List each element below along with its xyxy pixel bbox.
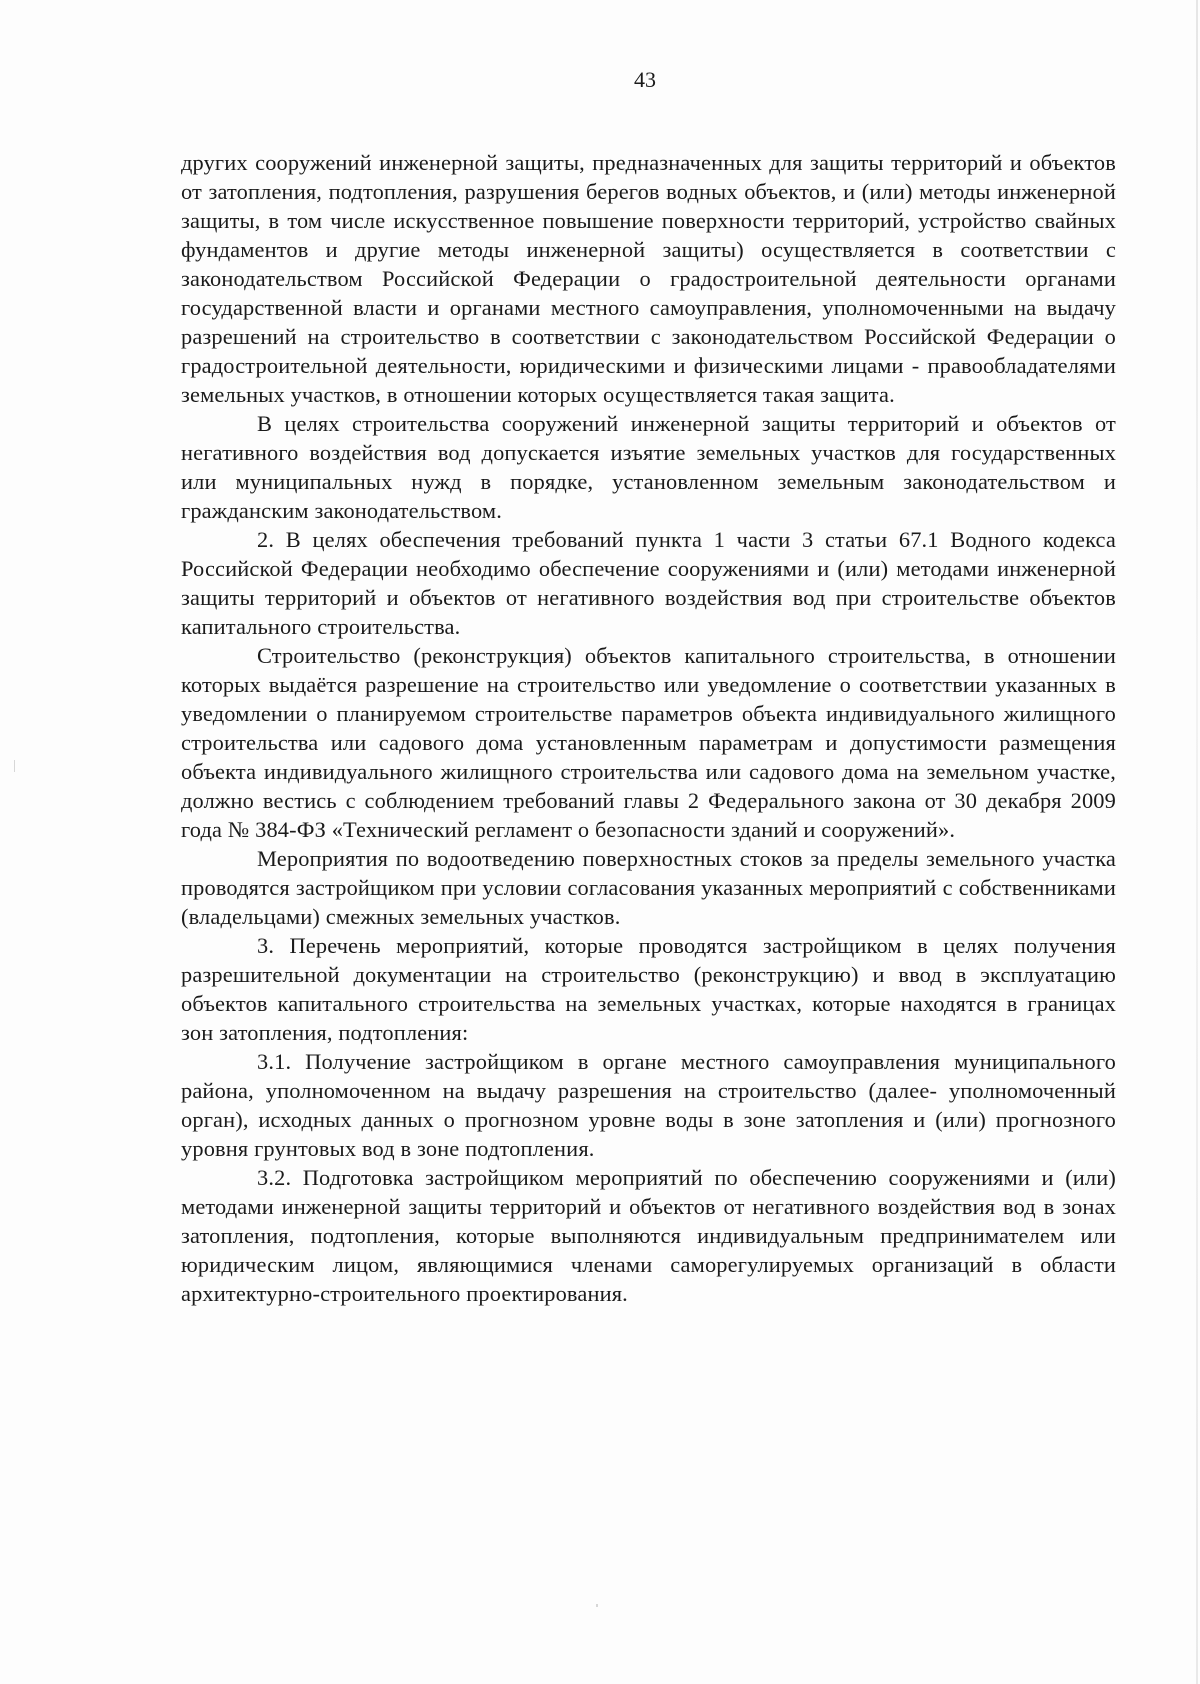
paragraph-item-3: 3. Перечень мероприятий, которые проводятся застройщиком в целях получения разрешительной документации на строительство (реконструкцию) и ввод в эксплуатацию объектов капитального строительства на земельных участках, которые находятся в границах зон затопления, подтопления: <box>181 933 1116 1045</box>
paragraph-item-2: 2. В целях обеспечения требований пункта 1 части 3 статьи 67.1 Водного кодекса Российской Федерации необходимо обеспечение сооружениями и (или) методами инженерной защиты территорий и объектов от негативного воздействия вод при строительстве объектов капитального строительства. <box>181 527 1116 639</box>
paragraph-item-3-1: 3.1. Получение застройщиком в органе местного самоуправления муниципального района, уполномоченном на выдачу разрешения на строительство (далее- уполномоченный орган), исходных данных о прогнозном уровне воды в зоне затопления и (или) прогнозного уровня грунтовых вод в зоне подтопления. <box>181 1049 1116 1161</box>
paragraph-item-3-2: 3.2. Подготовка застройщиком мероприятий по обеспечению сооружениями и (или) методами инженерной защиты территорий и объектов от негативного воздействия вод в зонах затопления, подтопления, которые выполняются индивидуальным предпринимателем или юридическим лицом, являющимися членами саморегулируемых организаций в области архитектурно-строительного проектирования. <box>181 1165 1116 1306</box>
paragraph: Строительство (реконструкция) объектов капитального строительства, в отношении которых выдаётся разрешение на строительство или уведомление о соответствии указанных в уведомлении о планируемом строительстве параметров объекта индивидуального жилищного строительства или садового дома установленным параметрам и допустимости размещения объекта индивидуального жилищного строительства или садового дома на земельном участке, должно вестись с соблюдением требований главы 2 Федерального закона от 30 декабря 2009 года № 384-ФЗ «Технический регламент о безопасности зданий и сооружений». <box>181 643 1116 842</box>
scan-edge-shadow <box>1196 0 1198 1684</box>
paragraph: Мероприятия по водоотведению поверхностных стоков за пределы земельного участка проводятся застройщиком при условии согласования указанных мероприятий с собственниками (владельцами) смежных земельных участков. <box>181 846 1116 929</box>
scan-speck <box>596 1604 598 1607</box>
page-number: 43 <box>634 67 656 92</box>
paragraph: В целях строительства сооружений инженерной защиты территорий и объектов от негативного воздействия вод допускается изъятие земельных участков для государственных или муниципальных нужд в порядке, установленном земельным законодательством и гражданским законодательством. <box>181 411 1116 523</box>
paragraph-continuation: других сооружений инженерной защиты, предназначенных для защиты территорий и объектов от затопления, подтопления, разрушения берегов водных объектов, и (или) методы инженерной защиты, в том числе искусственное повышение поверхности территорий, устройство свайных фундаментов и другие методы инженерной защиты) осуществляется в соответствии с законодательством Российской Федерации о градостроительной деятельности органами государственной власти и органами местного самоуправления, уполномоченными на выдачу разрешений на строительство в соответствии с законодательством Российской Федерации о градостроительной деятельности, юридическими и физическими лицами - правообладателями земельных участков, в отношении которых осуществляется такая защита. <box>181 150 1116 407</box>
scan-speck <box>14 760 15 772</box>
document-body <box>181 148 1116 1308</box>
